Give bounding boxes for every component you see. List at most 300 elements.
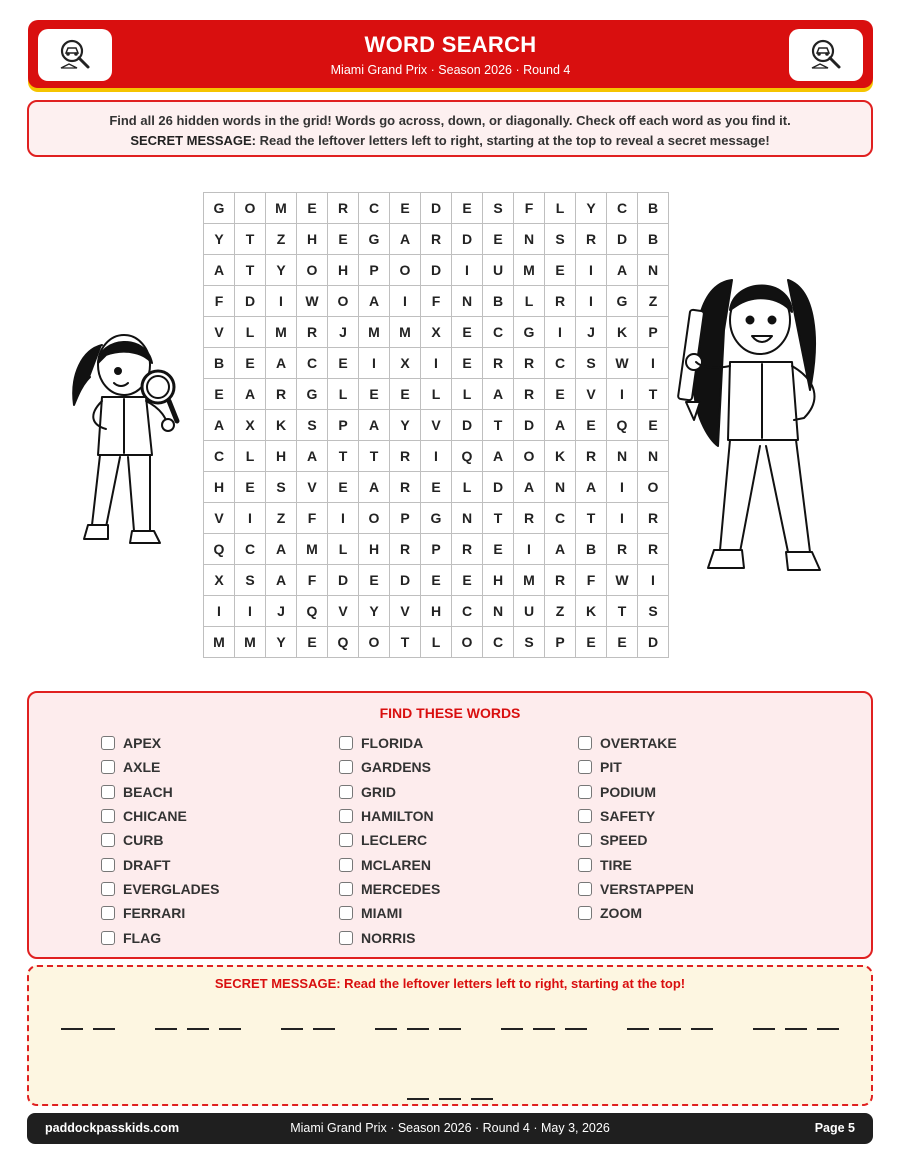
- grid-cell[interactable]: L: [452, 472, 483, 503]
- word-checkbox[interactable]: [101, 833, 115, 847]
- word-item: [339, 925, 440, 949]
- grid-cell[interactable]: J: [576, 317, 607, 348]
- answer-blank[interactable]: [407, 1028, 429, 1030]
- grid-cell[interactable]: I: [235, 503, 266, 534]
- grid-cell[interactable]: A: [266, 565, 297, 596]
- word-label: APEX: [123, 735, 162, 752]
- word-list-title: FIND THESE WORDS: [379, 705, 521, 721]
- grid-cell[interactable]: P: [421, 534, 452, 565]
- grid-cell[interactable]: E: [545, 255, 576, 286]
- grid-cell[interactable]: J: [328, 317, 359, 348]
- grid-cell[interactable]: U: [483, 255, 514, 286]
- grid-cell[interactable]: R: [483, 348, 514, 379]
- grid-cell[interactable]: B: [576, 534, 607, 565]
- grid-cell[interactable]: W: [607, 348, 638, 379]
- grid-cell[interactable]: C: [452, 596, 483, 627]
- answer-blank[interactable]: [407, 1098, 429, 1100]
- grid-cell[interactable]: C: [204, 441, 235, 472]
- grid-cell[interactable]: Z: [545, 596, 576, 627]
- word-checkbox[interactable]: [578, 736, 592, 750]
- word-checkbox[interactable]: [101, 785, 115, 799]
- grid-cell[interactable]: L: [545, 193, 576, 224]
- grid-cell[interactable]: S: [638, 596, 669, 627]
- word-label: FLAG: [123, 929, 162, 946]
- grid-cell[interactable]: E: [638, 410, 669, 441]
- grid-cell[interactable]: M: [514, 565, 545, 596]
- grid-cell[interactable]: N: [452, 503, 483, 534]
- grid-cell[interactable]: H: [204, 472, 235, 503]
- word-checkbox[interactable]: [339, 833, 353, 847]
- grid-cell[interactable]: H: [483, 565, 514, 596]
- grid-cell[interactable]: D: [607, 224, 638, 255]
- grid-cell[interactable]: L: [328, 534, 359, 565]
- grid-cell[interactable]: E: [235, 472, 266, 503]
- grid-cell[interactable]: D: [452, 410, 483, 441]
- grid-cell[interactable]: F: [421, 286, 452, 317]
- grid-cell[interactable]: N: [483, 596, 514, 627]
- grid-cell[interactable]: E: [359, 565, 390, 596]
- grid-cell[interactable]: V: [297, 472, 328, 503]
- grid-cell[interactable]: T: [390, 627, 421, 658]
- grid-cell[interactable]: L: [328, 379, 359, 410]
- grid-cell[interactable]: P: [638, 317, 669, 348]
- grid-cell[interactable]: Y: [359, 596, 390, 627]
- word-checkbox[interactable]: [578, 858, 592, 872]
- grid-cell[interactable]: N: [638, 441, 669, 472]
- word-checkbox[interactable]: [101, 931, 115, 945]
- grid-cell[interactable]: I: [204, 596, 235, 627]
- grid-cell[interactable]: E: [421, 472, 452, 503]
- grid-cell[interactable]: K: [576, 596, 607, 627]
- grid-cell[interactable]: O: [452, 627, 483, 658]
- grid-cell[interactable]: C: [359, 193, 390, 224]
- grid-cell[interactable]: D: [514, 410, 545, 441]
- grid-cell[interactable]: N: [452, 286, 483, 317]
- grid-cell[interactable]: L: [235, 441, 266, 472]
- word-checkbox[interactable]: [578, 809, 592, 823]
- grid-cell[interactable]: I: [421, 348, 452, 379]
- word-checkbox[interactable]: [578, 906, 592, 920]
- word-checkbox[interactable]: [101, 736, 115, 750]
- grid-cell[interactable]: Q: [452, 441, 483, 472]
- grid-cell[interactable]: A: [297, 441, 328, 472]
- grid-cell[interactable]: M: [204, 627, 235, 658]
- word-checkbox[interactable]: [339, 736, 353, 750]
- grid-cell[interactable]: Y: [576, 193, 607, 224]
- grid-cell[interactable]: G: [421, 503, 452, 534]
- grid-cell[interactable]: I: [235, 596, 266, 627]
- answer-blank[interactable]: [659, 1028, 681, 1030]
- grid-cell[interactable]: O: [390, 255, 421, 286]
- grid-cell[interactable]: I: [607, 472, 638, 503]
- grid-cell[interactable]: T: [638, 379, 669, 410]
- grid-cell[interactable]: E: [204, 379, 235, 410]
- grid-cell[interactable]: X: [235, 410, 266, 441]
- grid-cell[interactable]: R: [638, 503, 669, 534]
- grid-cell[interactable]: R: [390, 441, 421, 472]
- grid-cell[interactable]: E: [483, 224, 514, 255]
- grid-cell[interactable]: L: [452, 379, 483, 410]
- grid-cell[interactable]: Q: [607, 410, 638, 441]
- grid-cell[interactable]: T: [483, 410, 514, 441]
- word-label: AXLE: [123, 759, 161, 776]
- grid-cell[interactable]: A: [359, 286, 390, 317]
- grid-cell[interactable]: Z: [638, 286, 669, 317]
- answer-blank[interactable]: [753, 1028, 775, 1030]
- grid-cell[interactable]: E: [328, 348, 359, 379]
- grid-cell[interactable]: V: [390, 596, 421, 627]
- grid-cell[interactable]: E: [576, 410, 607, 441]
- word-label: OVERTAKE: [600, 735, 677, 752]
- grid-cell[interactable]: Z: [266, 224, 297, 255]
- grid-cell[interactable]: A: [204, 410, 235, 441]
- word-checkbox[interactable]: [578, 833, 592, 847]
- answer-blank[interactable]: [817, 1028, 839, 1030]
- answer-blank[interactable]: [627, 1028, 649, 1030]
- grid-cell[interactable]: A: [359, 410, 390, 441]
- grid-cell[interactable]: D: [452, 224, 483, 255]
- word-label: MIAMI: [361, 905, 403, 922]
- grid-cell[interactable]: M: [266, 193, 297, 224]
- grid-cell[interactable]: P: [545, 627, 576, 658]
- answer-blank[interactable]: [565, 1028, 587, 1030]
- grid-cell[interactable]: R: [545, 286, 576, 317]
- grid-cell[interactable]: S: [576, 348, 607, 379]
- grid-cell[interactable]: L: [421, 627, 452, 658]
- grid-cell[interactable]: X: [390, 348, 421, 379]
- grid-cell[interactable]: S: [266, 472, 297, 503]
- grid-cell[interactable]: A: [545, 410, 576, 441]
- grid-cell[interactable]: I: [328, 503, 359, 534]
- word-search-grid: [203, 192, 669, 658]
- grid-cell[interactable]: I: [421, 441, 452, 472]
- grid-cell[interactable]: R: [545, 565, 576, 596]
- grid-cell[interactable]: R: [514, 348, 545, 379]
- grid-cell[interactable]: X: [204, 565, 235, 596]
- grid-cell[interactable]: L: [235, 317, 266, 348]
- grid-cell[interactable]: H: [328, 255, 359, 286]
- grid-cell[interactable]: E: [328, 472, 359, 503]
- grid-cell[interactable]: A: [266, 348, 297, 379]
- grid-cell[interactable]: W: [607, 565, 638, 596]
- grid-cell[interactable]: I: [576, 255, 607, 286]
- grid-cell[interactable]: A: [204, 255, 235, 286]
- grid-cell[interactable]: A: [514, 472, 545, 503]
- word-label: GARDENS: [361, 759, 432, 776]
- word-item: [578, 901, 694, 925]
- answer-blank[interactable]: [533, 1028, 555, 1030]
- grid-cell[interactable]: A: [266, 534, 297, 565]
- word-checkbox[interactable]: [339, 882, 353, 896]
- grid-cell[interactable]: A: [483, 441, 514, 472]
- grid-cell[interactable]: C: [483, 627, 514, 658]
- grid-cell[interactable]: N: [514, 224, 545, 255]
- grid-cell[interactable]: A: [545, 534, 576, 565]
- footer-info: Miami Grand Prix · Season 2026 · Round 4 · May 3, 2026: [290, 1121, 610, 1135]
- word-checkbox[interactable]: [101, 760, 115, 774]
- grid-cell[interactable]: D: [421, 255, 452, 286]
- grid-cell[interactable]: E: [328, 224, 359, 255]
- grid-cell[interactable]: U: [514, 596, 545, 627]
- grid-cell[interactable]: H: [421, 596, 452, 627]
- grid-cell[interactable]: E: [390, 193, 421, 224]
- grid-cell[interactable]: R: [638, 534, 669, 565]
- answer-blank[interactable]: [439, 1098, 461, 1100]
- grid-cell[interactable]: O: [638, 472, 669, 503]
- grid-cell[interactable]: N: [545, 472, 576, 503]
- grid-cell[interactable]: M: [359, 317, 390, 348]
- grid-cell[interactable]: T: [359, 441, 390, 472]
- grid-cell[interactable]: G: [359, 224, 390, 255]
- grid-cell[interactable]: E: [576, 627, 607, 658]
- grid-cell[interactable]: F: [297, 503, 328, 534]
- grid-cell[interactable]: D: [235, 286, 266, 317]
- word-item: [578, 852, 694, 876]
- grid-cell[interactable]: O: [359, 627, 390, 658]
- grid-cell[interactable]: I: [514, 534, 545, 565]
- answer-blank[interactable]: [61, 1028, 83, 1030]
- grid-cell[interactable]: R: [421, 224, 452, 255]
- answer-blank[interactable]: [219, 1028, 241, 1030]
- grid-cell[interactable]: X: [421, 317, 452, 348]
- grid-cell[interactable]: B: [638, 224, 669, 255]
- grid-cell[interactable]: Y: [266, 255, 297, 286]
- grid-cell[interactable]: B: [483, 286, 514, 317]
- grid-cell[interactable]: S: [235, 565, 266, 596]
- word-item: [339, 852, 440, 876]
- grid-cell[interactable]: G: [607, 286, 638, 317]
- grid-cell[interactable]: F: [514, 193, 545, 224]
- grid-cell[interactable]: I: [545, 317, 576, 348]
- word-checkbox[interactable]: [339, 906, 353, 920]
- grid-cell[interactable]: E: [452, 348, 483, 379]
- grid-cell[interactable]: L: [514, 286, 545, 317]
- grid-cell[interactable]: E: [452, 317, 483, 348]
- grid-cell[interactable]: A: [390, 224, 421, 255]
- grid-cell[interactable]: B: [638, 193, 669, 224]
- word-checkbox[interactable]: [101, 858, 115, 872]
- grid-cell[interactable]: R: [297, 317, 328, 348]
- grid-cell[interactable]: R: [390, 472, 421, 503]
- grid-cell[interactable]: T: [576, 503, 607, 534]
- grid-cell[interactable]: O: [297, 255, 328, 286]
- grid-cell[interactable]: V: [204, 317, 235, 348]
- grid-cell[interactable]: V: [328, 596, 359, 627]
- grid-cell[interactable]: C: [297, 348, 328, 379]
- grid-cell[interactable]: I: [576, 286, 607, 317]
- grid-cell[interactable]: G: [297, 379, 328, 410]
- grid-cell[interactable]: T: [235, 255, 266, 286]
- grid-cell[interactable]: R: [266, 379, 297, 410]
- grid-cell[interactable]: R: [576, 441, 607, 472]
- grid-cell[interactable]: T: [483, 503, 514, 534]
- secret-message-panel: [27, 965, 873, 1106]
- grid-cell[interactable]: J: [266, 596, 297, 627]
- grid-cell[interactable]: M: [297, 534, 328, 565]
- word-checkbox[interactable]: [578, 882, 592, 896]
- grid-cell[interactable]: R: [576, 224, 607, 255]
- word-checkbox[interactable]: [339, 785, 353, 799]
- grid-cell[interactable]: M: [235, 627, 266, 658]
- grid-cell[interactable]: R: [514, 379, 545, 410]
- grid-cell[interactable]: A: [235, 379, 266, 410]
- grid-cell[interactable]: W: [297, 286, 328, 317]
- grid-cell[interactable]: R: [452, 534, 483, 565]
- grid-cell[interactable]: S: [297, 410, 328, 441]
- grid-cell[interactable]: S: [483, 193, 514, 224]
- answer-blank[interactable]: [439, 1028, 461, 1030]
- grid-cell[interactable]: I: [359, 348, 390, 379]
- word-checkbox[interactable]: [578, 760, 592, 774]
- grid-cell[interactable]: E: [297, 627, 328, 658]
- grid-cell[interactable]: V: [204, 503, 235, 534]
- grid-cell[interactable]: T: [607, 596, 638, 627]
- grid-cell[interactable]: Y: [390, 410, 421, 441]
- grid-cell[interactable]: M: [266, 317, 297, 348]
- grid-cell[interactable]: A: [483, 379, 514, 410]
- word-checkbox[interactable]: [101, 906, 115, 920]
- grid-cell[interactable]: L: [421, 379, 452, 410]
- grid-cell[interactable]: V: [576, 379, 607, 410]
- grid-cell[interactable]: D: [421, 193, 452, 224]
- grid-cell[interactable]: Q: [328, 627, 359, 658]
- grid-cell[interactable]: E: [235, 348, 266, 379]
- grid-cell[interactable]: D: [390, 565, 421, 596]
- grid-cell[interactable]: I: [638, 348, 669, 379]
- word-checkbox[interactable]: [101, 882, 115, 896]
- grid-cell[interactable]: O: [514, 441, 545, 472]
- grid-cell[interactable]: K: [266, 410, 297, 441]
- word-list-column-1: [101, 731, 219, 950]
- grid-cell[interactable]: H: [359, 534, 390, 565]
- instructions-panel: [27, 100, 873, 157]
- grid-cell[interactable]: O: [235, 193, 266, 224]
- grid-cell[interactable]: P: [390, 503, 421, 534]
- word-item: [578, 804, 694, 828]
- answer-blank[interactable]: [691, 1028, 713, 1030]
- grid-cell[interactable]: T: [235, 224, 266, 255]
- answer-blank[interactable]: [93, 1028, 115, 1030]
- grid-cell[interactable]: I: [607, 503, 638, 534]
- grid-cell[interactable]: C: [545, 503, 576, 534]
- grid-cell[interactable]: M: [514, 255, 545, 286]
- grid-cell[interactable]: H: [266, 441, 297, 472]
- grid-cell[interactable]: K: [607, 317, 638, 348]
- grid-cell[interactable]: N: [638, 255, 669, 286]
- grid-cell[interactable]: M: [390, 317, 421, 348]
- grid-cell[interactable]: Q: [204, 534, 235, 565]
- word-checkbox[interactable]: [339, 858, 353, 872]
- grid-cell[interactable]: V: [421, 410, 452, 441]
- grid-cell[interactable]: E: [390, 379, 421, 410]
- grid-cell[interactable]: E: [452, 193, 483, 224]
- grid-cell[interactable]: E: [607, 627, 638, 658]
- word-checkbox[interactable]: [339, 809, 353, 823]
- answer-blank[interactable]: [501, 1028, 523, 1030]
- answer-blank[interactable]: [313, 1028, 335, 1030]
- grid-cell[interactable]: A: [576, 472, 607, 503]
- grid-cell[interactable]: D: [328, 565, 359, 596]
- grid-cell[interactable]: F: [204, 286, 235, 317]
- grid-cell[interactable]: C: [607, 193, 638, 224]
- word-checkbox[interactable]: [339, 760, 353, 774]
- grid-cell[interactable]: S: [514, 627, 545, 658]
- answer-blank[interactable]: [187, 1028, 209, 1030]
- grid-cell[interactable]: E: [452, 565, 483, 596]
- girl-with-magnifier-illustration: [62, 325, 197, 565]
- footer-website: paddockpasskids.com: [45, 1121, 180, 1135]
- grid-cell[interactable]: T: [328, 441, 359, 472]
- word-item: [339, 901, 440, 925]
- grid-cell[interactable]: F: [576, 565, 607, 596]
- grid-cell[interactable]: E: [297, 193, 328, 224]
- grid-cell[interactable]: O: [328, 286, 359, 317]
- grid-cell[interactable]: A: [607, 255, 638, 286]
- answer-blank[interactable]: [471, 1098, 493, 1100]
- grid-cell[interactable]: F: [297, 565, 328, 596]
- answer-blank[interactable]: [281, 1028, 303, 1030]
- grid-cell[interactable]: N: [607, 441, 638, 472]
- word-item: [339, 731, 440, 755]
- grid-cell[interactable]: A: [359, 472, 390, 503]
- word-item: [101, 804, 219, 828]
- grid-cell[interactable]: Q: [297, 596, 328, 627]
- instructions-line1: Find all 26 hidden words in the grid! Words go across, down, or diagonally. Check off each word as you find it.: [109, 113, 791, 128]
- secret-message-label: SECRET MESSAGE:: [130, 133, 257, 148]
- grid-cell[interactable]: E: [545, 379, 576, 410]
- grid-cell[interactable]: C: [545, 348, 576, 379]
- answer-blank[interactable]: [785, 1028, 807, 1030]
- grid-cell[interactable]: P: [359, 255, 390, 286]
- grid-cell[interactable]: E: [359, 379, 390, 410]
- grid-cell[interactable]: I: [607, 379, 638, 410]
- grid-cell[interactable]: S: [545, 224, 576, 255]
- grid-cell[interactable]: O: [359, 503, 390, 534]
- grid-cell[interactable]: I: [266, 286, 297, 317]
- answer-blank[interactable]: [155, 1028, 177, 1030]
- grid-cell[interactable]: I: [452, 255, 483, 286]
- grid-cell[interactable]: P: [328, 410, 359, 441]
- grid-cell[interactable]: R: [328, 193, 359, 224]
- answer-blank[interactable]: [375, 1028, 397, 1030]
- grid-cell[interactable]: Z: [266, 503, 297, 534]
- grid-cell[interactable]: R: [607, 534, 638, 565]
- grid-cell[interactable]: D: [638, 627, 669, 658]
- word-checkbox[interactable]: [101, 809, 115, 823]
- word-item: [578, 731, 694, 755]
- grid-cell[interactable]: G: [204, 193, 235, 224]
- grid-cell[interactable]: B: [204, 348, 235, 379]
- grid-cell[interactable]: E: [421, 565, 452, 596]
- word-checkbox[interactable]: [339, 931, 353, 945]
- grid-cell[interactable]: C: [235, 534, 266, 565]
- grid-cell[interactable]: H: [297, 224, 328, 255]
- grid-cell[interactable]: R: [514, 503, 545, 534]
- grid-cell[interactable]: K: [545, 441, 576, 472]
- grid-cell[interactable]: G: [514, 317, 545, 348]
- grid-cell[interactable]: C: [483, 317, 514, 348]
- grid-cell[interactable]: R: [390, 534, 421, 565]
- grid-cell[interactable]: I: [390, 286, 421, 317]
- word-item: [101, 877, 219, 901]
- grid-cell[interactable]: D: [483, 472, 514, 503]
- word-label: SAFETY: [600, 808, 656, 825]
- grid-cell[interactable]: Y: [266, 627, 297, 658]
- grid-cell[interactable]: I: [638, 565, 669, 596]
- word-checkbox[interactable]: [578, 785, 592, 799]
- grid-cell[interactable]: Y: [204, 224, 235, 255]
- grid-cell[interactable]: E: [483, 534, 514, 565]
